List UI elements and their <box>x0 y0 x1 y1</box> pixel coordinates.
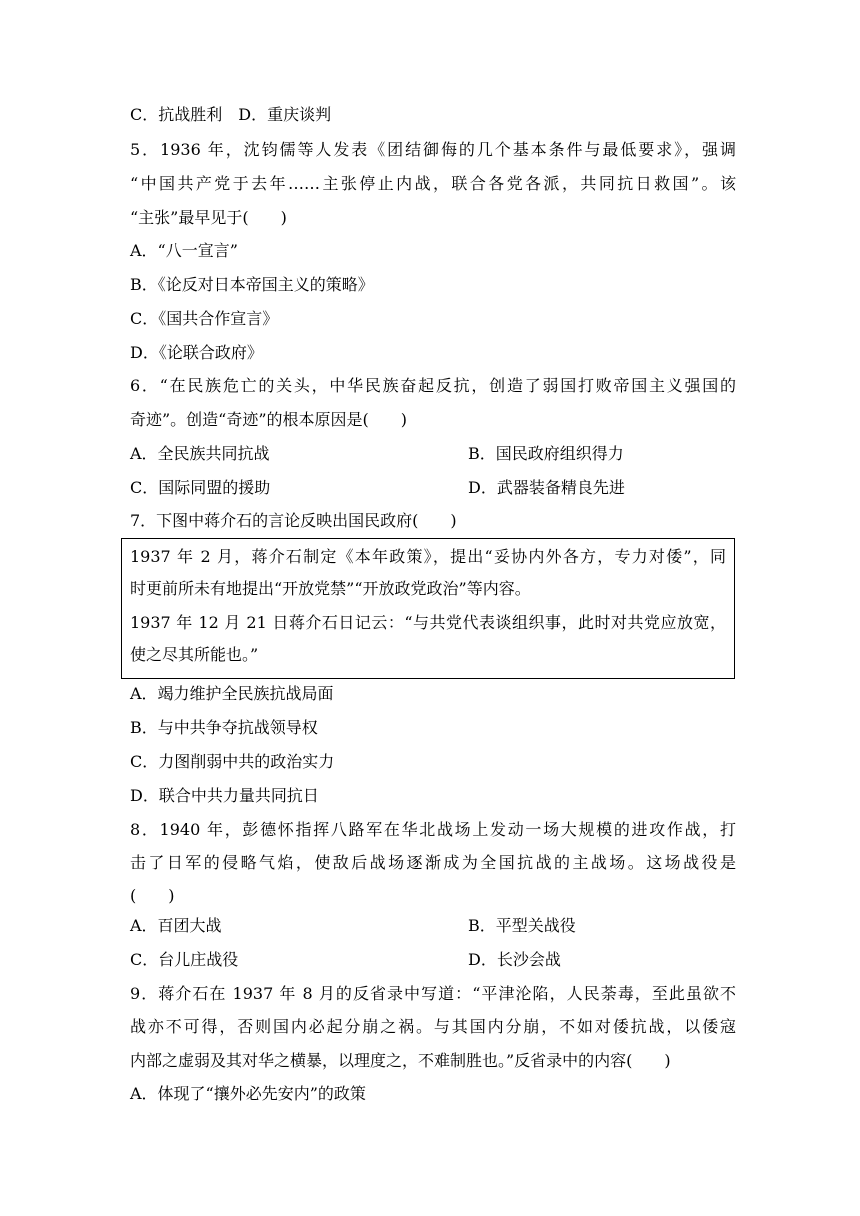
q9-stem-line-2: 战亦不可得，否则国内必起分崩之祸。与其国内分崩，不如对倭抗战，以倭寇 <box>130 1017 736 1036</box>
q7-box-line-3: 1937 年 12 月 21 日蒋介石日记云：“与共党代表谈组织事，此时对共党应放宽， <box>130 613 726 632</box>
q7-source-box <box>121 538 735 679</box>
q8-stem-line-3: ( ) <box>130 886 175 905</box>
q8-option-a: A．百团大战 <box>130 916 222 935</box>
q8-stem-line-1: 8．1940 年，彭德怀指挥八路军在华北战场上发动一场大规模的进攻作战，打 <box>130 820 736 839</box>
q8-option-c: C．台儿庄战役 <box>130 950 239 969</box>
q6-option-b: B．国民政府组织得力 <box>468 444 624 463</box>
q7-stem-line-1: 7．下图中蒋介石的言论反映出国民政府( ) <box>130 511 457 530</box>
prev-question-options: C．抗战胜利 D．重庆谈判 <box>130 105 332 124</box>
q5-stem-line-3: “主张”最早见于( ) <box>130 208 287 227</box>
q5-stem-line-2: “中国共产党于去年……主张停止内战，联合各党各派，共同抗日救国”。该 <box>130 174 736 193</box>
q8-option-d: D．长沙会战 <box>468 950 561 969</box>
q7-option-b: B．与中共争夺抗战领导权 <box>130 718 318 737</box>
q7-option-c: C．力图削弱中共的政治实力 <box>130 752 335 771</box>
q9-stem-line-3: 内部之虚弱及其对华之横暴，以理度之，不难制胜也。”反省录中的内容( ) <box>130 1051 671 1070</box>
q6-option-d: D．武器装备精良先进 <box>468 478 625 497</box>
q8-stem-line-2: 击了日军的侵略气焰，使敌后战场逐渐成为全国抗战的主战场。这场战役是 <box>130 853 736 872</box>
q5-option-a: A．“八一宣言” <box>130 241 238 260</box>
q7-option-a: A．竭力维护全民族抗战局面 <box>130 684 334 703</box>
q6-option-a: A．全民族共同抗战 <box>130 444 270 463</box>
q7-box-line-4: 使之尽其所能也。” <box>130 645 259 664</box>
q8-option-b: B．平型关战役 <box>468 916 576 935</box>
q6-option-c: C．国际同盟的援助 <box>130 478 271 497</box>
q5-option-c: C．《国共合作宣言》 <box>130 309 279 328</box>
q5-option-b: B．《论反对日本帝国主义的策略》 <box>130 275 374 294</box>
q5-option-d: D．《论联合政府》 <box>130 343 263 362</box>
q6-stem-line-1: 6．“在民族危亡的关头，中华民族奋起反抗，创造了弱国打败帝国主义强国的 <box>130 376 736 395</box>
q5-stem-line-1: 5．1936 年，沈钧儒等人发表《团结御侮的几个基本条件与最低要求》，强调 <box>130 140 736 159</box>
q7-box-line-2: 时更前所未有地提出“开放党禁”“开放政党政治”等内容。 <box>130 579 531 598</box>
q9-stem-line-1: 9．蒋介石在 1937 年 8 月的反省录中写道：“平津沦陷，人民荼毒，至此虽欲不 <box>130 984 736 1003</box>
q6-stem-line-2: 奇迹”。创造“奇迹”的根本原因是( ) <box>130 410 408 429</box>
q9-option-a: A．体现了“攘外必先安内”的政策 <box>130 1084 366 1103</box>
q7-option-d: D．联合中共力量共同抗日 <box>130 786 319 805</box>
q7-box-line-1: 1937 年 2 月，蒋介石制定《本年政策》，提出“妥协内外各方，专力对倭”，同 <box>130 547 726 566</box>
